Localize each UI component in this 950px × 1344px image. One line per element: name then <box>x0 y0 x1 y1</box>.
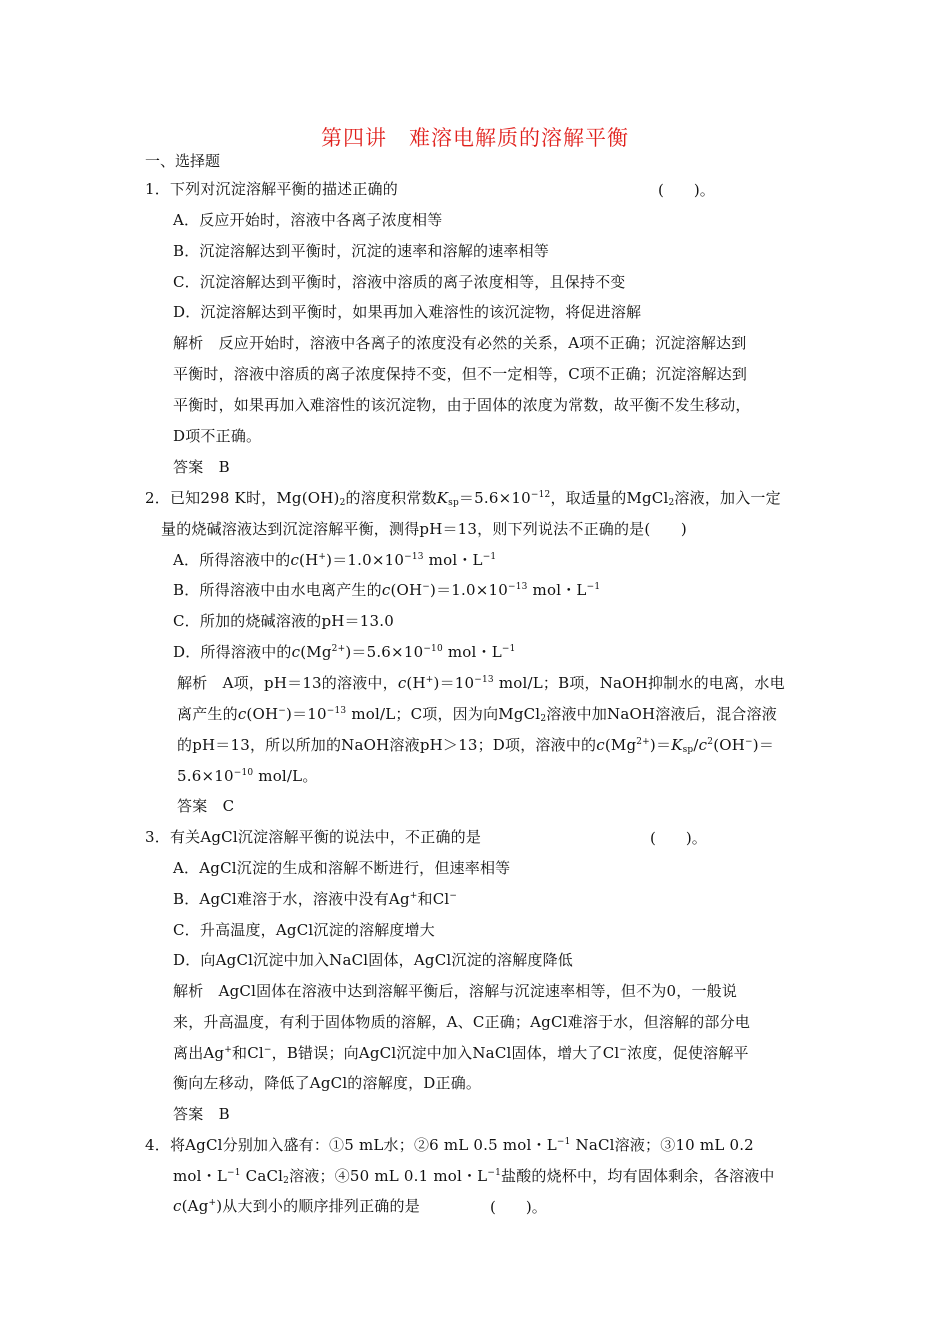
q2-answer: 答案 C <box>177 797 235 815</box>
q2-stem-line-1: 2．已知298 K时，$Mg(OH)_2$的溶度积常数$K_{sp}=5.6\times 10^{-12}$，取适量的MgCl$_2$溶液，加入一定 <box>145 489 781 508</box>
q2-option-a: A．所得溶液中的$c(H^+)=1.0\times 10^{-13}$ mol・$L^{-1}$ <box>173 551 497 569</box>
q3-explanation-line: 解析 AgCl固体在溶液中达到溶解平衡后，溶解与沉淀速率相等，但不为0，一般说 <box>173 982 738 1000</box>
q1-stem: 1．下列对沉淀溶解平衡的描述正确的 <box>145 180 398 198</box>
q1-explanation-line: 平衡时，如果再加入难溶性的该沉淀物，由于固体的浓度为常数，故平衡不发生移动， <box>173 396 751 414</box>
page-title: 第四讲 难溶电解质的溶解平衡 <box>321 126 629 150</box>
section-heading: 一、选择题 <box>145 152 221 170</box>
q2-stem-line-2: 量的烧碱溶液达到沉淀溶解平衡，测得pH＝13，则下列说法不正确的是( ) <box>161 520 687 538</box>
q2-explanation-line: 离产生的$c(OH^-)=10^{-13}$ mol/L；C项，因为向MgCl$_2$溶液中加NaOH溶液后，混合溶液 <box>177 705 777 724</box>
q1-option-a: A．反应开始时，溶液中各离子浓度相等 <box>173 211 443 229</box>
q4-stem-line-1: 4．将AgCl分别加入盛有：①5 mL水；②6 mL 0.5 mol・$L^{-1}$ NaCl溶液；③10 mL 0.2 <box>145 1136 754 1154</box>
q3-option-a: A．AgCl沉淀的生成和溶解不断进行，但速率相等 <box>173 859 511 877</box>
q1-option-b: B．沉淀溶解达到平衡时，沉淀的速率和溶解的速率相等 <box>173 242 550 260</box>
q2-option-b: B．所得溶液中由水电离产生的$c(OH^-)=1.0\times 10^{-13}$ mol・$L^{-1}$ <box>173 581 601 599</box>
q3-explanation-line: 离出Ag+和Cl−，B错误；向AgCl沉淀中加入NaCl固体，增大了Cl−浓度，促使溶解平 <box>173 1044 749 1062</box>
q4-stem-line-3: c(Ag+)从大到小的顺序排列正确的是 <box>173 1197 420 1215</box>
q3-explanation-line: 衡向左移动，降低了AgCl的溶解度，D正确。 <box>173 1074 482 1092</box>
q1-option-c: C．沉淀溶解达到平衡时，溶液中溶质的离子浓度相等，且保持不变 <box>173 273 626 291</box>
q1-explanation-line: 解析 反应开始时，溶液中各离子的浓度没有必然的关系，A项不正确；沉淀溶解达到 <box>173 334 747 352</box>
q3-answer: 答案 B <box>173 1105 230 1123</box>
q3-option-b: B．AgCl难溶于水，溶液中没有Ag+和Cl− <box>173 890 458 908</box>
q4-stem-line-2: mol・$L^{-1}$ CaCl$_2$溶液；④50 mL 0.1 mol・$L^{-1}$盐酸的烧杯中，均有固体剩余，各溶液中 <box>173 1167 775 1186</box>
q3-explanation-line: 来，升高温度，有利于固体物质的溶解，A、C正确；AgCl难溶于水，但溶解的部分电 <box>173 1013 751 1031</box>
q2-explanation-line: 解析 A项，pH＝13的溶液中，$c(H^+)=10^{-13}$ mol/L；B项，NaOH抑制水的电离，水电 <box>177 674 785 692</box>
q1-option-d: D．沉淀溶解达到平衡时，如果再加入难溶性的该沉淀物，将促进溶解 <box>173 303 642 321</box>
q3-option-d: D．向AgCl沉淀中加入NaCl固体，AgCl沉淀的溶解度降低 <box>173 951 573 969</box>
q1-explanation-line: 平衡时，溶液中溶质的离子浓度保持不变，但不一定相等，C项不正确；沉淀溶解达到 <box>173 365 748 383</box>
q2-option-d: D．所得溶液中的$c(Mg^{2+})=5.6\times 10^{-10}$ mol・$L^{-1}$ <box>173 643 516 661</box>
q1-answer-blank: ( )。 <box>658 181 715 199</box>
q4-answer-blank: ( )。 <box>490 1198 547 1216</box>
q3-option-c: C．升高温度，AgCl沉淀的溶解度增大 <box>173 921 435 939</box>
q3-stem: 3．有关AgCl沉淀溶解平衡的说法中，不正确的是 <box>145 828 482 846</box>
q2-explanation-line: 的pH＝13，所以所加的NaOH溶液pH＞13；D项，溶液中的$c(Mg^{2+})=K_{sp}/c^2(OH^-)=$ <box>177 736 775 755</box>
q2-option-c: C．所加的烧碱溶液的pH＝13.0 <box>173 612 394 630</box>
q3-answer-blank: ( )。 <box>650 829 707 847</box>
q2-explanation-line: $5.6\times 10^{-10}$ mol/L。 <box>177 767 318 785</box>
q1-answer: 答案 B <box>173 458 230 476</box>
q1-explanation-line: D项不正确。 <box>173 427 262 445</box>
